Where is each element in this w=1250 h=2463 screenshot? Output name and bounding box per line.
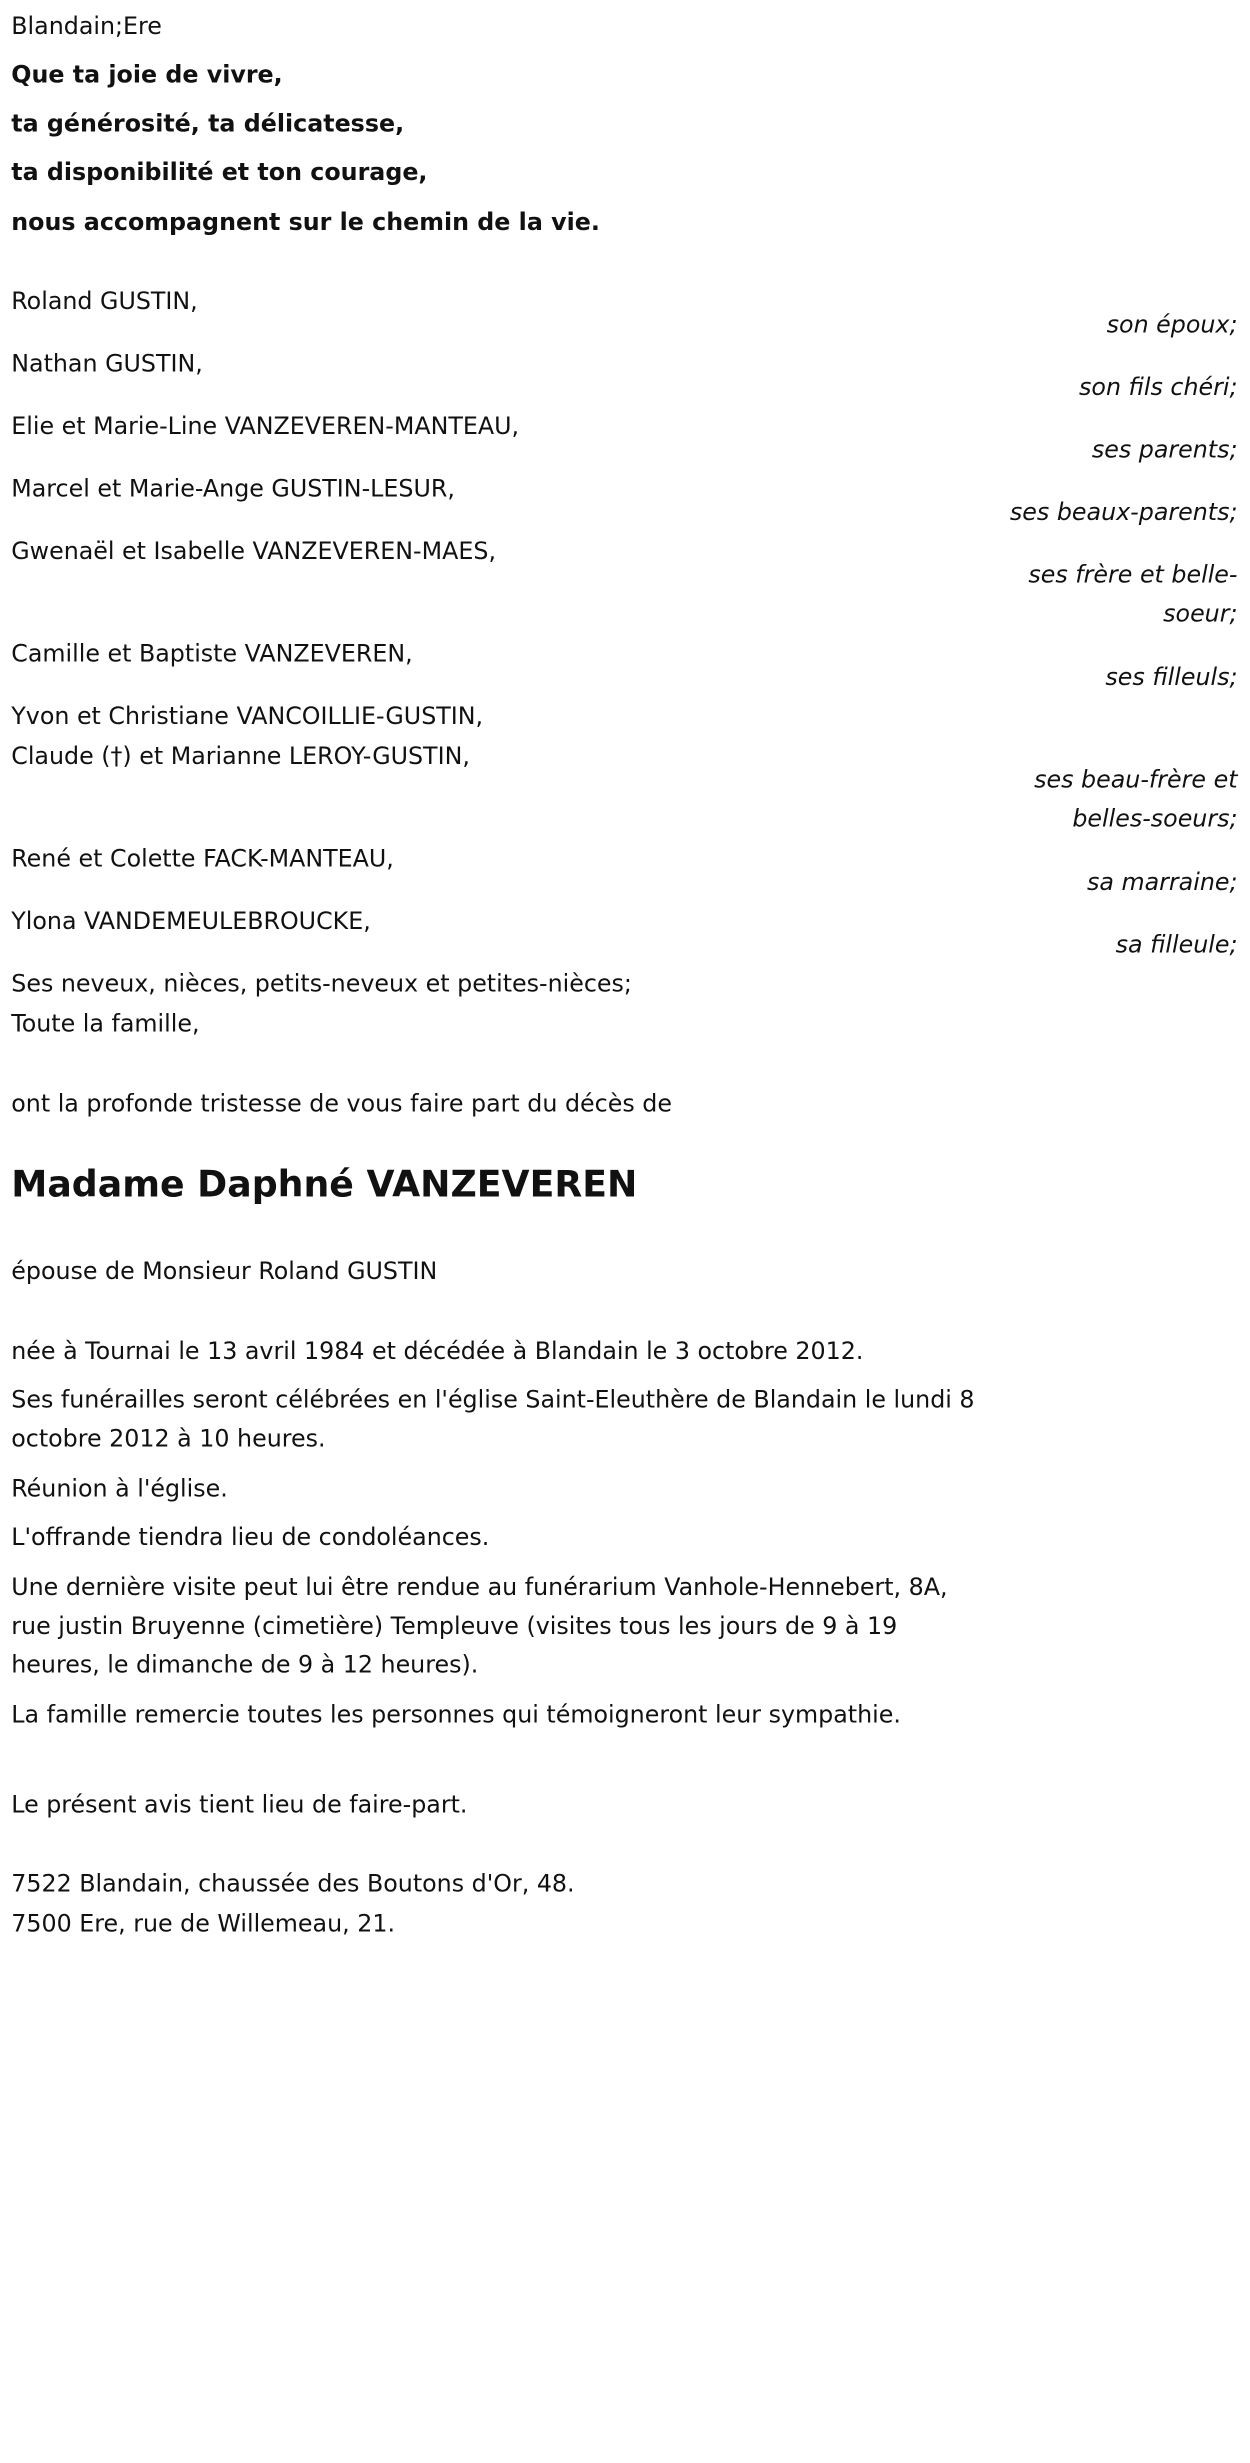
detail-offering: L'offrande tiendra lieu de condoléances. xyxy=(11,1523,490,1552)
family-name-2: Nathan GUSTIN, xyxy=(11,350,203,378)
family-name-3: Elie et Marie-Line VANZEVEREN-MANTEAU, xyxy=(11,412,520,440)
deceased-spouse: épouse de Monsieur Roland GUSTIN xyxy=(11,1257,438,1285)
family-relation-1: son époux; xyxy=(1106,311,1238,339)
family-name-9: René et Colette FACK-MANTEAU, xyxy=(11,845,394,873)
family-name-8: Claude (†) et Marianne LEROY-GUSTIN, xyxy=(11,742,470,770)
detail-notice: Le présent avis tient lieu de faire-part. xyxy=(11,1791,468,1819)
address-blandain: 7522 Blandain, chaussée des Boutons d'Or, 48. xyxy=(11,1870,575,1898)
family-name-4: Marcel et Marie-Ange GUSTIN-LESUR, xyxy=(11,475,455,503)
family-name-5: Gwenaël et Isabelle VANZEVEREN-MAES, xyxy=(11,537,496,565)
detail-birth-death: née à Tournai le 13 avril 1984 et décédée à Blandain le 3 octobre 2012. xyxy=(11,1337,864,1365)
detail-thanks: La famille remercie toutes les personnes qui témoigneront leur sympathie. xyxy=(11,1701,901,1729)
family-relation-8: ses beau-frère et belles-soeurs; xyxy=(1034,766,1238,833)
extended-family-line-2: Toute la famille, xyxy=(11,1010,200,1038)
address-ere: 7500 Ere, rue de Willemeau, 21. xyxy=(11,1910,396,1938)
deceased-name: Madame Daphné VANZEVEREN xyxy=(11,1162,638,1205)
poem-line-1: Que ta joie de vivre, xyxy=(11,61,283,89)
header-locations: Blandain;Ere xyxy=(11,12,162,40)
family-name-10: Ylona VANDEMEULEBROUCKE, xyxy=(11,907,371,935)
announcement-text: ont la profonde tristesse de vous faire part du décès de xyxy=(11,1090,672,1118)
family-name-1: Roland GUSTIN, xyxy=(11,287,198,315)
extended-family-line-1: Ses neveux, nièces, petits-neveux et petites-nièces; xyxy=(11,970,632,998)
family-name-7: Yvon et Christiane VANCOILLIE-GUSTIN, xyxy=(11,702,484,730)
detail-funeral: Ses funérailles seront célébrées en l'église Saint-Eleuthère de Blandain le lundi 8 octobre 2012 à 10 heures. xyxy=(11,1386,975,1453)
family-relation-5: ses frère et belle-soeur; xyxy=(1028,561,1238,628)
poem-line-2: ta générosité, ta délicatesse, xyxy=(11,110,405,138)
detail-meeting: Réunion à l'église. xyxy=(11,1475,228,1503)
family-relation-6: ses filleuls; xyxy=(1105,663,1238,692)
family-name-6: Camille et Baptiste VANZEVEREN, xyxy=(11,640,413,668)
detail-visit: Une dernière visite peut lui être rendue au funérarium Vanhole-Hennebert, 8A, rue justin Bruyenne (cimetière) Templeuve (visites tous les jours de 9 à 19 heures, le dimanche de 9 à 12 heures). xyxy=(11,1573,948,1679)
poem-line-4: nous accompagnent sur le chemin de la vie. xyxy=(11,208,600,237)
family-relation-9: sa marraine; xyxy=(1086,868,1238,897)
family-relation-10: sa filleule; xyxy=(1115,931,1238,959)
family-relation-2: son fils chéri; xyxy=(1079,373,1238,402)
family-relation-4: ses beaux-parents; xyxy=(1009,498,1238,527)
poem-line-3: ta disponibilité et ton courage, xyxy=(11,158,428,187)
family-relation-3: ses parents; xyxy=(1091,436,1238,464)
